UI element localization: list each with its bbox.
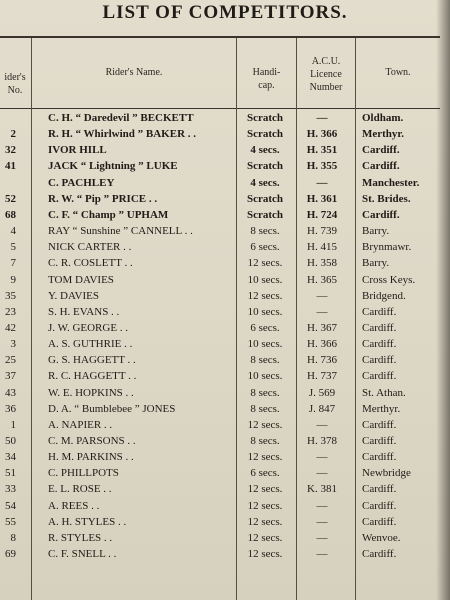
handicap: 8 secs. [250,435,280,447]
town: Cardiff. [362,370,397,383]
rider-number: 54 [5,499,16,512]
town: Newbridge [362,467,411,480]
rider-number: 1 [10,418,16,431]
town: Cardiff. [362,354,397,367]
handicap: 10 secs. [247,338,283,351]
header-licence [297,55,355,94]
rider-number: 52 [5,192,16,205]
rider-number: 8 [10,531,16,544]
licence-number: — [316,531,328,544]
licence-number: H. 361 [306,192,338,205]
handicap: 4 secs. [250,176,280,189]
rider-number: 7 [10,257,16,270]
handicap: 12 secs. [247,515,283,528]
licence-number: H. 736 [307,354,337,367]
town: Cardiff. [362,321,397,334]
handicap: 4 secs. [250,144,280,157]
licence-number: — [316,467,328,480]
licence-number: — [316,515,328,528]
town: Cross Keys. [362,273,416,286]
town: Cardiff. [362,160,400,173]
competitor-row [0,499,450,514]
competitor-row [0,224,450,239]
handicap: Scratch [246,128,284,141]
rider-number: 3 [10,338,16,351]
competitor-row [0,127,450,142]
rider-name: D. A. “ Bumblebee ” JONES [48,402,176,415]
competitor-row [0,547,450,562]
competitor-row [0,353,450,368]
town: St. Athan. [362,386,406,399]
licence-number: H. 366 [307,338,337,351]
licence-number: — [316,418,328,431]
town: Cardiff. [362,435,397,447]
header-rider-number-line1: ider's [4,72,26,83]
rider-number: 2 [10,128,16,141]
handicap: 12 secs. [247,499,283,512]
town: Cardiff. [362,208,400,221]
handicap: 12 secs. [247,483,283,496]
rider-name: C. M. PARSONS . . [48,435,136,447]
rider-name: C. H. “ Daredevil ” BECKETT [48,112,194,124]
licence-number: H. 378 [307,435,337,447]
town: Barry. [362,225,390,237]
town: Merthyr. [362,402,401,415]
competitor-row [0,192,450,207]
header-licence-line3: Number [309,82,343,93]
competitor-row [0,240,450,255]
town: Cardiff. [362,515,397,528]
town: Brynmawr. [362,241,412,254]
competitor-row [0,337,450,352]
competitor-row [0,386,450,401]
header-handicap [237,66,296,92]
licence-number: J. 569 [308,386,336,399]
competitor-row [0,402,450,417]
town: Cardiff. [362,483,397,496]
town: Cardiff. [362,548,397,560]
licence-number: — [316,499,328,512]
rider-number: 5 [10,241,16,254]
handicap: 12 secs. [247,548,283,560]
rider-number: 35 [5,289,16,302]
licence-number: H. 415 [307,241,337,254]
handicap: 6 secs. [250,321,280,334]
licence-number: — [316,305,328,318]
licence-number: H. 367 [307,321,337,334]
competitor-row [0,369,450,384]
rider-number: 25 [5,354,16,367]
rider-name: JACK “ Lightning ” LUKE [48,160,178,173]
town: Oldham. [362,112,404,124]
competitor-row [0,321,450,336]
handicap: 8 secs. [250,386,280,399]
competitor-row [0,208,450,223]
handicap: 10 secs. [247,305,283,318]
rider-number: 33 [5,483,16,496]
page-title: LIST OF COMPETITORS. [102,2,348,23]
handicap: 10 secs. [247,370,283,383]
town: Manchester. [362,176,420,189]
rider-name: IVOR HILL [48,144,107,157]
rider-number: 50 [5,435,16,447]
rider-name: TOM DAVIES [48,273,114,286]
handicap: 8 secs. [250,225,280,237]
handicap: 6 secs. [250,467,280,480]
town: Cardiff. [362,144,400,157]
town: Merthyr. [362,128,405,141]
rider-name: R. W. “ Pip ” PRICE . . [48,192,158,205]
rider-number: 41 [5,160,16,173]
competitor-row [0,531,450,546]
licence-number: H. 366 [306,128,338,141]
town: Bridgend. [362,289,406,302]
licence-number: — [316,289,328,302]
competitor-row [0,466,450,481]
handicap: 8 secs. [250,354,280,367]
town: Wenvoe. [362,531,401,544]
rider-name: J. W. GEORGE . . [48,321,129,334]
rider-name: C. R. COSLETT . . [48,257,133,270]
rider-name: A. NAPIER . . [48,418,113,431]
competitor-row [0,256,450,271]
competitor-row [0,143,450,158]
handicap: Scratch [246,192,284,205]
rider-number: 32 [5,144,16,157]
licence-number: H. 365 [307,273,337,286]
rider-name: NICK CARTER . . [48,241,132,254]
handicap: 12 secs. [247,451,283,464]
competitor-row [0,159,450,174]
rider-number: 43 [5,386,16,399]
handicap: Scratch [246,160,284,173]
licence-number: H. 724 [306,208,338,221]
rider-name: C. PACHLEY [48,176,115,189]
header-bottom-rule [0,108,440,109]
rider-name: A. S. GUTHRIE . . [48,338,133,351]
rider-number: 34 [5,451,16,464]
rider-number: 9 [10,273,16,286]
rider-name: A. H. STYLES . . [48,515,127,528]
header-town: Town. [385,67,411,78]
handicap: 12 secs. [247,289,283,302]
handicap: 10 secs. [247,273,283,286]
handicap: 8 secs. [250,402,280,415]
handicap: 6 secs. [250,241,280,254]
header-top-rule [0,36,440,38]
handicap: 12 secs. [247,418,283,431]
rider-name: R. C. HAGGETT . . [48,370,137,383]
rider-name: S. H. EVANS . . [48,305,120,318]
licence-number: H. 737 [307,370,337,383]
competitor-row [0,482,450,497]
licence-number: — [316,548,328,560]
town: Cardiff. [362,418,397,431]
rider-name: C. F. “ Champ ” UPHAM [48,208,169,221]
handicap: 12 secs. [247,257,283,270]
rider-name: RAY “ Sunshine ” CANNELL . . [48,225,193,237]
rider-number: 68 [5,208,16,221]
licence-number: — [316,176,328,189]
licence-number: H. 358 [307,257,337,270]
rider-name: G. S. HAGGETT . . [48,354,136,367]
header-licence-line2: Licence [310,69,342,80]
rider-number: 23 [5,305,16,318]
competitor-row [0,515,450,530]
licence-number: — [316,112,328,124]
town: Cardiff. [362,499,397,512]
competitor-row [0,450,450,465]
rider-number: 69 [5,548,16,560]
licence-number: J. 847 [308,402,336,415]
rider-number: 55 [5,515,16,528]
competitor-row [0,289,450,304]
handicap: Scratch [246,208,284,221]
rider-number: 4 [10,225,16,237]
rider-name: E. L. ROSE . . [48,483,112,496]
handicap: 12 secs. [247,531,283,544]
header-rider-number [0,71,30,97]
rider-name: H. M. PARKINS . . [48,451,134,464]
licence-number: — [316,451,328,464]
competitor-row [0,418,450,433]
town: Cardiff. [362,451,397,464]
licence-number: H. 355 [306,160,338,173]
competitor-row [0,434,450,449]
rider-name: W. E. HOPKINS . . [48,386,134,399]
competitor-row [0,111,450,126]
town: Cardiff. [362,305,397,318]
header-licence-line1: A.C.U. [311,56,341,67]
rider-number: 42 [5,321,16,334]
competitor-row [0,176,450,191]
competitor-row [0,273,450,288]
rider-name: R. H. “ Whirlwind ” BAKER . . [48,128,197,141]
handicap: Scratch [246,112,284,124]
header-rider-number-line2: No. [7,85,23,96]
competitor-row [0,305,450,320]
town: Barry. [362,257,390,270]
rider-number: 36 [5,402,16,415]
rider-number: 51 [5,467,16,480]
rider-name: A. REES . . [48,499,100,512]
licence-number: H. 351 [306,144,338,157]
header-rider-name: Rider's Name. [105,67,163,78]
header-handicap-line1: Handi- [252,67,281,78]
rider-number: 37 [5,370,16,383]
rider-name: Y. DAVIES [48,289,99,302]
rider-name: C. PHILLPOTS [48,467,119,480]
town: St. Brides. [362,192,411,205]
rider-name: C. F. SNELL . . [48,548,117,560]
licence-number: H. 739 [307,225,337,237]
licence-number: K. 381 [307,483,337,496]
rider-name: R. STYLES . . [48,531,113,544]
town: Cardiff. [362,338,397,351]
header-handicap-line2: cap. [258,80,275,91]
